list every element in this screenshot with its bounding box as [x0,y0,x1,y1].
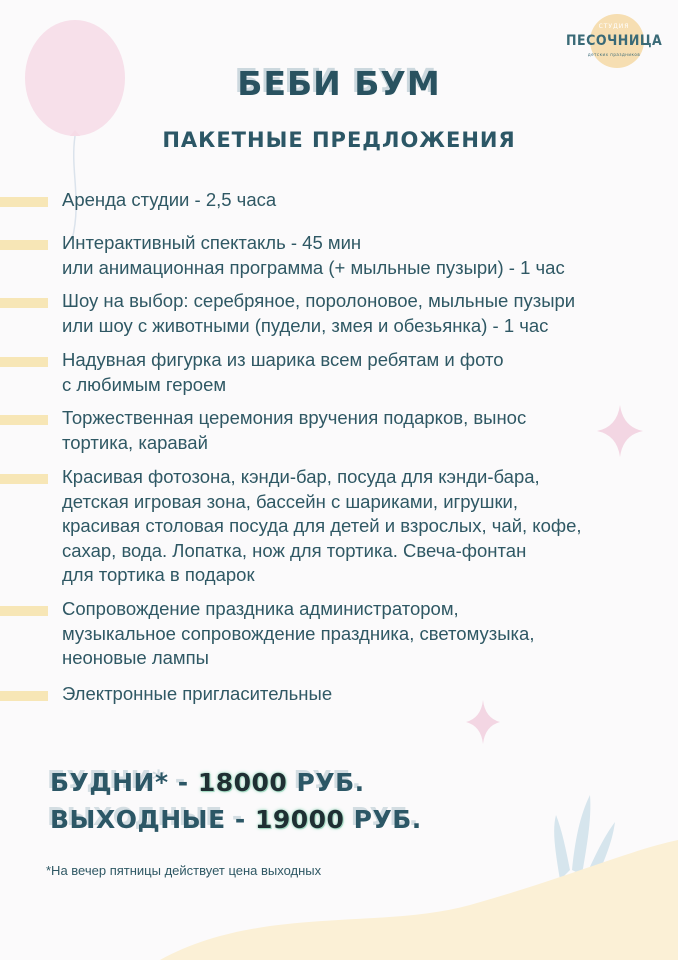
list-item-text: Электронные пригласительные [62,683,333,704]
list-item-text: Надувная фигурка из шарика всем ребятам и фото с любимым героем [62,349,504,395]
page-title: БЕБИ БУМ [237,64,441,103]
weekday-label: БУДНИ* - [50,768,198,797]
weekend-label: ВЫХОДНЫЕ - [50,805,255,834]
bullet-bar [0,415,48,425]
page-subtitle: ПАКЕТНЫЕ ПРЕДЛОЖЕНИЯ [162,128,516,152]
list-item-text: Шоу на выбор: серебряное, поролоновое, мыльные пузыри или шоу с животными (пудели, змея и обезьянка) - 1 час [62,290,576,336]
list-item-text: Торжественная церемония вручения подарков, вынос тортика, каравай [62,407,527,453]
list-item-text: Интерактивный спектакль - 45 мин или анимационная программа (+ мыльные пузыри) - 1 час [62,232,565,278]
list-item-text: Аренда студии - 2,5 часа [62,189,277,210]
weekday-currency: РУБ. [287,768,365,797]
bullet-bar [0,197,48,207]
bullet-bar [0,240,48,250]
bullet-bar [0,691,48,701]
weekday-price [50,768,365,797]
footnote: *На вечер пятницы действует цена выходных [46,863,322,878]
weekend-value: 19000 [254,805,345,834]
list-item-text: Сопровождение праздника администратором, музыкальное сопровождение праздника, светомузыка, неоновые лампы [62,598,535,668]
bullet-bar [0,474,48,484]
sparkle-icon [466,700,500,744]
weekday-value: 18000 [197,768,288,797]
logo-small-text: СТУДИЯ [598,23,630,30]
logo-sub-text: детских праздников [587,52,641,57]
weekend-currency: РУБ. [344,805,422,834]
list-item-text: Красивая фотозона, кэнди-бар, посуда для кэнди-бара, детская игровая зона, бассейн с шариками, игрушки, красивая столовая посуда для детей и взрослых, чай, кофе, сахар, вода. Лопатка, нож для тортика. Свеча-фонтан для тортика в подарок [62,466,582,585]
bullet-bar [0,357,48,367]
weekend-price [50,805,422,834]
bullet-bar [0,606,48,616]
logo-name: ПЕСОЧНИЦА [566,33,663,49]
bullet-bar [0,298,48,308]
